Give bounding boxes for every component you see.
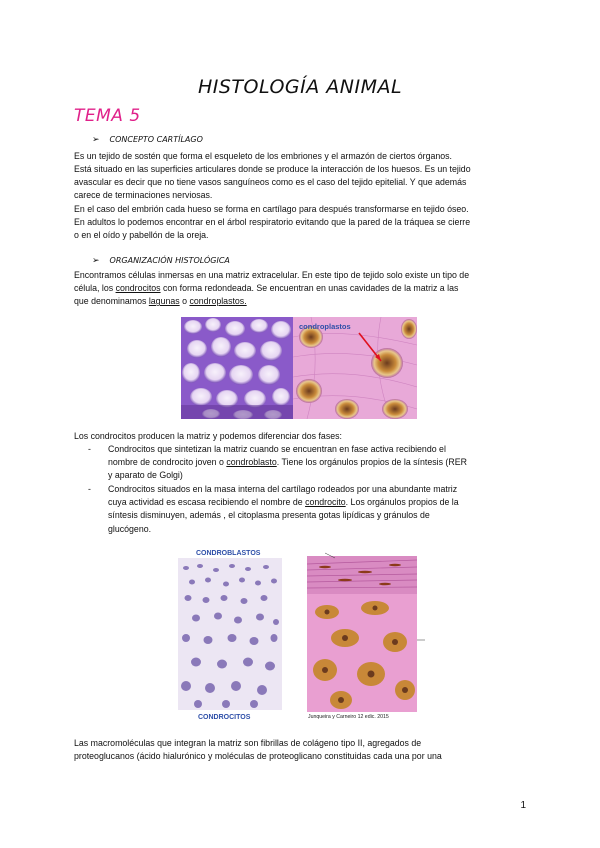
text-line: Las macromoléculas que integran la matriz son fibrillas de colágeno tipo II, agregados de [74,738,422,748]
text-span: cuya actividad es escasa recibiendo el nombre de [108,497,306,508]
text-line: o en el oído y pabellón de la oreja. [74,230,209,241]
dash-bullet: - [88,484,91,495]
list-item [74,443,530,482]
text-line: avascular es decir que no tiene vasos sanguíneos como es el caso del tejido epitelial. Y que además [74,177,467,188]
term-condrocito: condrocito [305,497,346,508]
figure-label-condrocitos: CONDROCITOS [198,714,251,721]
figure-label-condroblastos: CONDROBLASTOS [196,550,261,557]
document-title: HISTOLOGÍA ANIMAL [197,76,403,98]
micrograph-condroblastos-condrocitos [178,546,282,724]
text-line: En adultos lo podemos encontrar en el árbol respiratorio evitando que la pared de la tráquea se cierre [74,217,471,228]
micrograph-image [305,550,437,724]
paragraph-closing [74,737,530,763]
text-line: Encontramos células inmersas en una matriz extracelular. En este tipo de tejido solo existe un tipo de [74,270,470,280]
text-line: Condrocitos que sintetizan la matriz cuando se encuentran en fase activa recibiendo el [108,444,446,454]
text-line: glucógeno. [108,523,152,534]
fases-list [74,443,530,537]
subheading-text: CONCEPTO CARTÍLAGO [109,135,203,144]
text-span: célula, los [74,283,116,294]
text-line: proteoglucanos (ácido hialurónico y moléculas de proteoglicano constituidas cada una por una [74,751,442,762]
text-span: . Tiene los orgánulos propios de la síntesis (RER [276,457,467,468]
text-span: . Los orgánulos propios de la [345,497,459,508]
paragraph-organizacion [74,269,530,308]
term-condrocitos: condrocitos [115,283,161,294]
section-heading: TEMA 5 [74,106,141,126]
paragraph-fases-intro [74,430,530,443]
text-span: nombre de condrocito joven o [108,457,227,468]
paragraph-concepto-2 [74,203,530,242]
text-span: o [179,296,190,307]
figure-label-condroplastos: condroplastos [299,322,351,331]
text-span: con forma redondeada. Se encuentran en unas cavidades de la matriz a las [160,283,459,294]
term-condroplastos: condroplastos. [189,296,247,307]
figure-caption: Junqueira y Carneiro 12 edic. 2015 [308,714,389,720]
paragraph-concepto-1 [74,150,530,202]
term-lagunas: lagunas [148,296,180,307]
micrograph-pericondrio [305,550,437,724]
text-line: Es un tejido de sostén que forma el esqueleto de los embriones y el armazón de ciertos órganos. [74,151,452,161]
text-line: y aparato de Golgi) [108,470,183,481]
micrograph-condroplastos [181,317,417,419]
text-span: que denominamos [74,296,149,307]
list-item [74,483,530,535]
text-line: carece de terminaciones nerviosas. [74,190,213,201]
text-line: síntesis disminuyen, además , el citoplasma presenta gotas lipídicas y gránulos de [108,510,430,521]
text-line: En el caso del embrión cada hueso se forma en cartílago para después transformarse en tejido óseo. [74,204,469,214]
text-line: Los condrocitos producen la matriz y podemos diferenciar dos fases: [74,431,342,441]
text-line: Condrocitos situados en la masa interna del cartílago rodeados por una abundante matriz [108,484,458,495]
term-condroblasto: condroblasto [226,457,277,468]
dash-bullet: - [88,444,91,454]
page-number: 1 [520,800,526,811]
arrow-bullet-icon: ➢ [92,135,100,145]
arrow-bullet-icon: ➢ [92,256,100,266]
micrograph-image [178,546,282,724]
subheading-concepto [92,135,203,145]
micrograph-image [181,317,417,419]
subheading-text: ORGANIZACIÓN HISTOLÓGICA [109,256,230,265]
text-line: Está situado en las superficies articulares donde se produce la interacción de los huesos. Es un tejido [74,164,471,175]
subheading-organizacion [92,256,230,266]
